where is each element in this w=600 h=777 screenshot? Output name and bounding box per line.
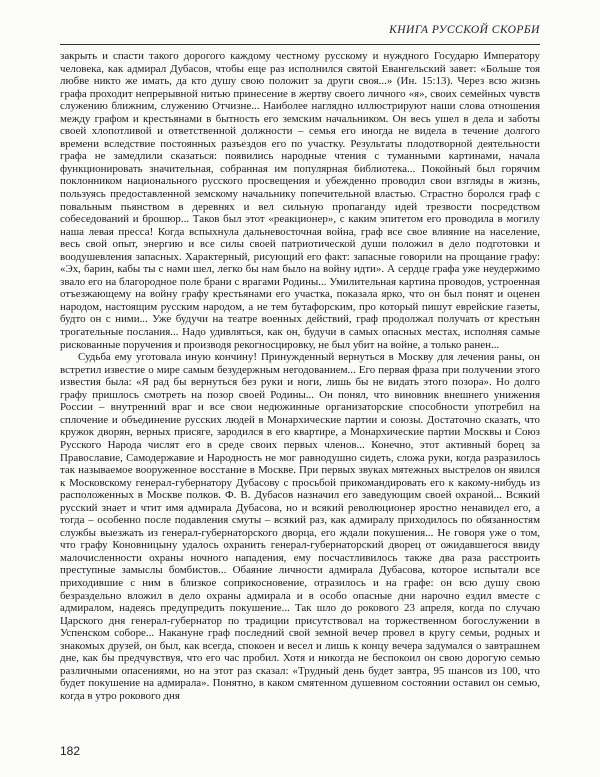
paragraph: Судьба ему уготовала иную кончину! Принужденный вернуться в Москву для лечения раны, он встретил известие о мире самым безудержным негодованием... Его первая фраза при получении этого известия была: «Я рад бы вернуться без руки и ноги, лишь бы не видать этого позора». Но долго графу пришлось смотреть на позор своей Родины... Он понял, что виновник внешнего унижения России – внутренний враг и все свои недюжинные организаторские способности употребил на сплочение и объединение русских людей в Монархические партии и союзы. Достаточно сказать, что кружок дворян, верных присяге, зародился в его квартире, а Монархические партии Москвы и Союз Русского Народа числят его в среде своих первых членов... Конечно, этот активный борец за Православие, Самодержавие и Народность не мог равнодушно сидеть, сложа руки, когда разразилось так называемое вооруженное восстание в Москве. При первых звуках мятежных выстрелов он явился к Московскому генерал-губернатору Дубасову с просьбой прикомандировать его к какому-нибудь из расположенных в Москве полков. Ф. В. Дубасов назначил его заведующим своей охраной... Всякий русский знает и чтит имя адмирала Дубасова, но и всякий революционер яростно ненавидел его, а тогда – особенно после подавления смуты – всякий раз, как адмиралу приходилось по обязанностям службы выезжать из генерал-губернаторского дворца, его ждали покушения... Не говоря уже о том, что графу Коновницыну удалось охранить генерал-губернаторский дворец от ожидавшегося ввиду малочисленности охраны ночного нападения, ему посчастливилось также два раза расстроить преступные замыслы бомбистов... Обаяние личности адмирала Дубасова, которое испытали все приходившие с ним в близкое соприкосновение, отразилось и на графе: он всю душу свою безраздельно вложил в дело охраны адмирала и в особо опасные дни нарочно ездил вместе с адмиралом, надеясь предупредить покушение... Так шло до рокового 23 апреля, когда по случаю Царского дня генерал-губернатор по традиции присутствовал на торжественном богослужении в Успенском соборе... Накануне граф последний свой земной вечер провел в кругу семьи, родных и знакомых друзей, он был, как всегда, спокоен и весел и лишь к концу вечера задумался о завтрашнем дне, как бы предчувствуя, что его час пробил. Хотя и никогда не беспокоил он свою дорогую семью различными опасениями, но на этот раз сказал: «Трудный день будет завтра, 95 шансов из 100, что будет покушение на адмирала». Понятно, в каком смятенном душевном состоянии оставил он семью, когда в утро рокового дня <box>60 351 540 702</box>
header-rule <box>60 44 540 45</box>
body-text <box>60 50 540 702</box>
page-number: 182 <box>60 744 81 758</box>
paragraph: закрыть и спасти такого дорогого каждому честному русскому и нуждного Государю Императору человека, как адмирал Дубасов, чтобы еще раз исполнился святой Евангельский завет: «Больше тоя любве никто же имать, да кто душу свою положит за други своя...» (Ин. 15:13). Через всю жизнь графа проходит непрерывной нитью принесение в жертву своего личного «я», своих семейных чувств служению ближним, служению Отчизне... Наиболее наглядно иллюстрируют наши слова отношения между графом и крестьянами в бытность его земским начальником. Он весь ушел в дела и заботы своей хлопотливой и ответственной должности – семья его иногда не видела в течение долгого времени вследствие постоянных разъездов его по участку. Результаты плодотворной деятельности графа не замедлили сказаться: появились народные чтения с туманными картинами, начала функционировать значительная, собранная им популярная библиотека... Покойный был горячим поклонником национального русского просвещения и убежденно проводил свои взгляды в жизнь, пользуясь предоставленной земскому начальнику попечительной властью. Страстно боролся граф с повальным пьянством в деревнях и вел сильную пропаганду идей трезвости посредством собеседований и брошюр... Таков был этот «реакционер», с каким эпитетом его проводила в могилу наша левая пресса! Когда вспыхнула дальневосточная война, граф все свое влияние на население, весь свой опыт, энергию и все силы своей патриотической души положил в дело подготовки и воодушевления запасных. Характерный, рисующий его факт: запасные говорили на прощание графу: «Эх, барин, кабы ты с нами шел, легко бы нам было на войну идти». А сердце графа уже неудержимо звало его на благородное поле брани с врагами Родины... Умилительная картина проводов, устроенная отъезжающему на войну графу крестьянами его участка, показала ярко, что он был понят и оценен народом, настоящим русским народом, а не тем бутафорским, про который пишут еврейские газеты, будто он с ними... Уже будучи на театре военных действий, граф продолжал получать от крестьян трогательные послания... Надо удивляться, как он, будучи в самых опасных местах, исполняя самые рискованные поручения и производя рекогносцировку, не был убит на войне, а только ранен... <box>60 50 540 351</box>
running-head-title: КНИГА РУССКОЙ СКОРБИ <box>389 24 540 36</box>
